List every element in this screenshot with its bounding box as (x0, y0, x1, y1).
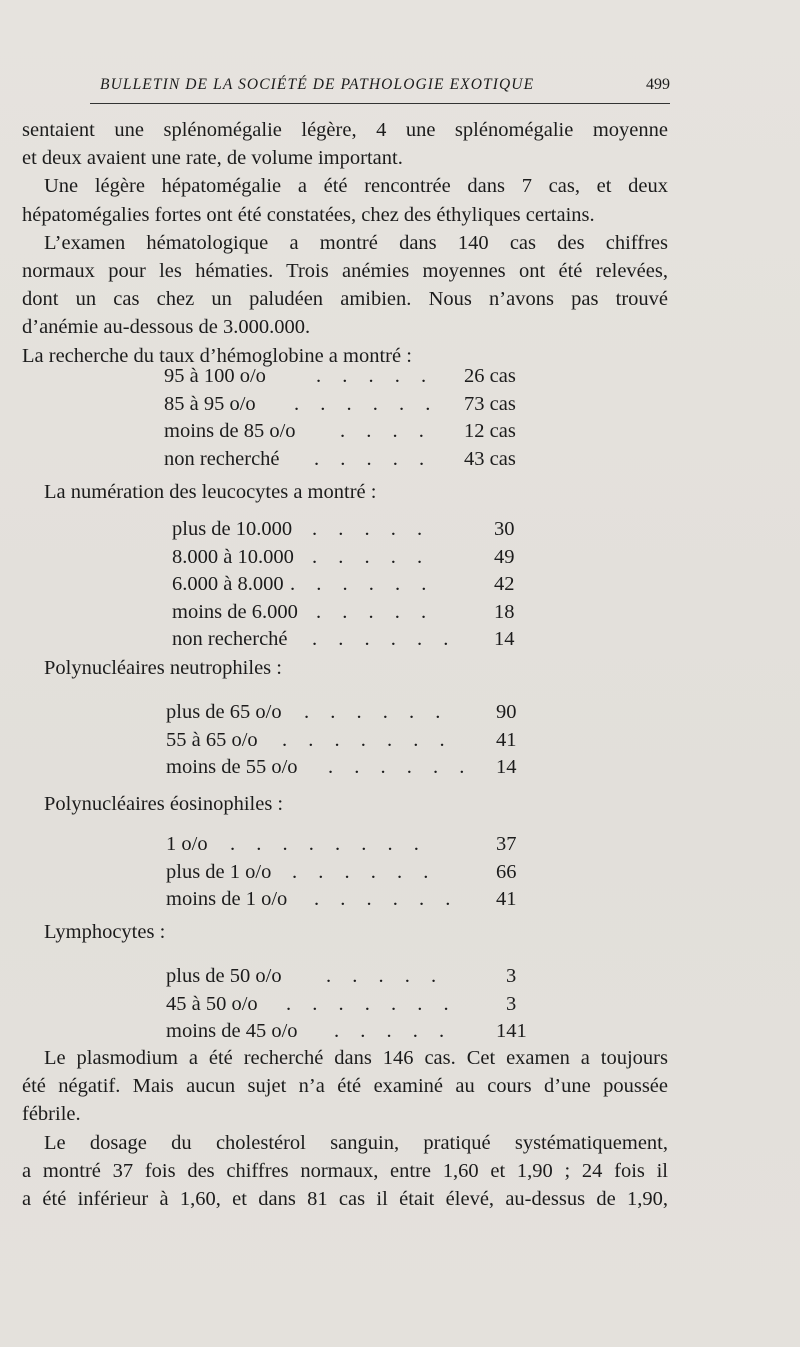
row-value: 43 cas (464, 447, 516, 470)
text-line: a été inférieur à 1,60, et dans 81 cas il était élevé, au-dessus de 1,90, (22, 1188, 668, 1211)
row-leader-dots: . . . . . (312, 545, 431, 568)
text-line: Le plasmodium a été recherché dans 146 cas. Cet examen a toujours (44, 1047, 668, 1069)
row-value: 14 (494, 628, 515, 650)
row-leader-dots: . . . . . . (304, 701, 449, 723)
text-line: La recherche du taux d’hémoglobine a montré : (22, 344, 412, 367)
row-label: 1 o/o (166, 833, 208, 855)
row-value: 18 (494, 600, 515, 623)
neutrophiles-heading: Polynucléaires neutrophiles : (44, 657, 282, 679)
row-label: 55 à 65 o/o (166, 728, 258, 751)
row-label: moins de 6.000 (172, 600, 298, 623)
text-line: Une légère hépatomégalie a été rencontrée dans 7 cas, et deux (44, 175, 668, 198)
text-line: hépatomégalies fortes ont été constatées, chez des éthyliques certains. (22, 203, 595, 226)
row-leader-dots: . . . . . (316, 600, 435, 623)
text-line: fébrile. (22, 1103, 81, 1126)
row-label: plus de 1 o/o (166, 860, 272, 883)
text-line: a montré 37 fois des chiffres normaux, entre 1,60 et 1,90 ; 24 fois il (22, 1159, 668, 1182)
row-leader-dots: . . . . . . . . (230, 833, 427, 855)
row-label: moins de 45 o/o (166, 1020, 298, 1042)
row-leader-dots: . . . . . (316, 365, 435, 387)
row-value: 30 (494, 518, 515, 540)
row-label: non recherché (164, 447, 280, 470)
row-label: plus de 65 o/o (166, 701, 282, 723)
row-label: moins de 85 o/o (164, 420, 296, 442)
row-value: 26 cas (464, 365, 516, 387)
row-value: 3 (506, 992, 517, 1015)
text-line: et deux avaient une rate, de volume important. (22, 147, 403, 170)
row-label: 8.000 à 10.000 (172, 545, 294, 568)
row-value: 41 (496, 888, 517, 910)
row-value: 41 (496, 728, 517, 751)
row-value: 37 (496, 833, 517, 855)
row-value: 42 (494, 573, 515, 595)
header-rule (90, 103, 670, 104)
row-label: 85 à 95 o/o (164, 392, 256, 415)
eosinophiles-heading: Polynucléaires éosinophiles : (44, 793, 284, 815)
text-line: été négatif. Mais aucun sujet n’a été examiné au cours d’une poussée (22, 1075, 668, 1098)
row-label: 95 à 100 o/o (164, 365, 266, 387)
lymphocytes-heading: Lymphocytes : (44, 921, 166, 943)
row-value: 12 cas (464, 420, 516, 442)
row-label: 45 à 50 o/o (166, 992, 258, 1015)
row-leader-dots: . . . . . . (292, 860, 437, 883)
text-line: dont un cas chez un paludéen amibien. Nous n’avons pas trouvé (22, 288, 668, 311)
row-leader-dots: . . . . . . (328, 756, 473, 778)
row-leader-dots: . . . . . . (290, 573, 435, 595)
row-leader-dots: . . . . . (334, 1020, 453, 1042)
closing-text (22, 1044, 668, 1213)
row-value: 49 (494, 545, 515, 568)
row-label: moins de 1 o/o (166, 888, 288, 910)
row-leader-dots: . . . . . . (314, 888, 459, 910)
row-label: plus de 50 o/o (166, 965, 282, 987)
row-value: 141 (496, 1020, 527, 1042)
row-label: moins de 55 o/o (166, 756, 298, 778)
intro-text (22, 116, 668, 370)
row-value: 73 cas (464, 392, 516, 415)
row-label: non recherché (172, 628, 288, 650)
leucocytes-heading: La numération des leucocytes a montré : (44, 481, 377, 503)
row-leader-dots: . . . . . (312, 518, 431, 540)
text-line: L’examen hématologique a montré dans 140 cas des chiffres (44, 231, 668, 254)
row-leader-dots: . . . . . . . (286, 992, 457, 1015)
page-number: 499 (646, 76, 670, 93)
row-value: 66 (496, 860, 517, 883)
row-leader-dots: . . . . (340, 420, 432, 442)
row-value: 14 (496, 756, 517, 778)
text-line: Le dosage du cholestérol sanguin, pratiqué systématiquement, (44, 1131, 668, 1154)
row-leader-dots: . . . . . (314, 447, 433, 470)
row-leader-dots: . . . . . . (312, 628, 457, 650)
row-label: plus de 10.000 (172, 518, 293, 540)
journal-title: BULLETIN DE LA SOCIÉTÉ DE PATHOLOGIE EXOTIQUE (100, 76, 535, 93)
row-value: 3 (506, 965, 517, 987)
row-leader-dots: . . . . . . . (282, 728, 453, 751)
row-value: 90 (496, 701, 517, 723)
row-leader-dots: . . . . . (326, 965, 445, 987)
text-line: sentaient une splénomégalie légère, 4 une splénomégalie moyenne (22, 119, 668, 141)
text-line: normaux pour les hématies. Trois anémies moyennes ont été relevées, (22, 260, 668, 283)
row-label: 6.000 à 8.000 (172, 573, 284, 595)
row-leader-dots: . . . . . . (294, 392, 439, 415)
text-line: d’anémie au-dessous de 3.000.000. (22, 316, 311, 339)
running-header (90, 74, 670, 100)
